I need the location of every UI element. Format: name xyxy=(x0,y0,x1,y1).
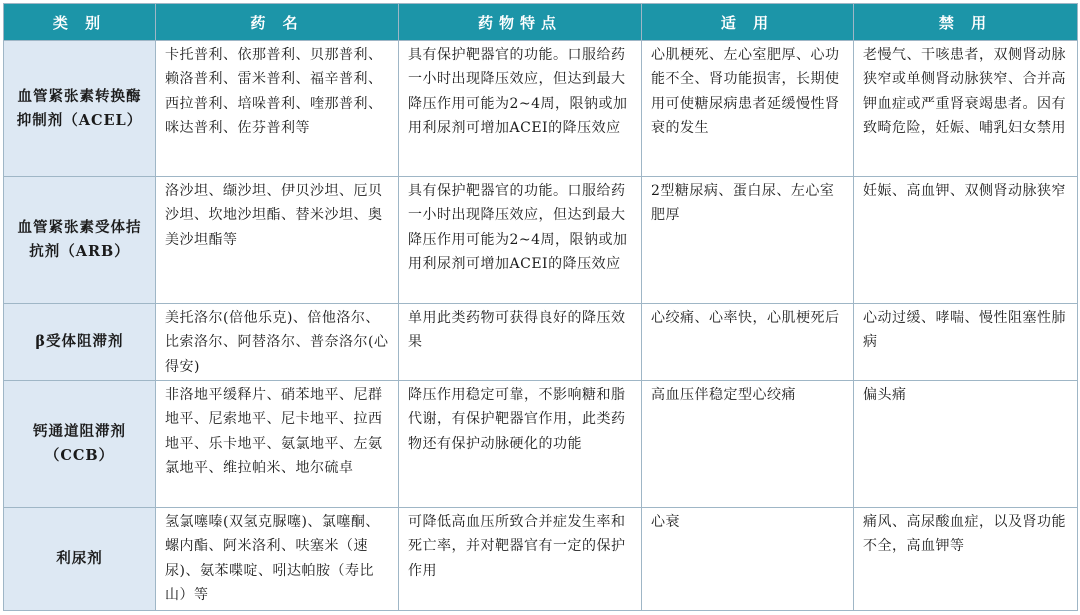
features-cell: 具有保护靶器官的功能。口服给药一小时出现降压效应，但达到最大降压作用可能为2~4周，限钠或加用利尿剂可增加ACEI的降压效应 xyxy=(399,177,642,304)
header-indications: 适 用 xyxy=(642,4,854,41)
table-row xyxy=(4,41,1078,177)
table-row xyxy=(4,508,1078,611)
indications-cell: 高血压伴稳定型心绞痛 xyxy=(642,381,854,508)
drug-names-cell: 美托洛尔(倍他乐克)、倍他洛尔、比索洛尔、阿替洛尔、普奈洛尔(心得安) xyxy=(156,304,399,381)
features-cell: 单用此类药物可获得良好的降压效果 xyxy=(399,304,642,381)
features-cell: 具有保护靶器官的功能。口服给药一小时出现降压效应，但达到最大降压作用可能为2~4周，限钠或加用利尿剂可增加ACEI的降压效应 xyxy=(399,41,642,177)
contraindications-cell: 偏头痛 xyxy=(854,381,1078,508)
contraindications-cell: 痛风、高尿酸血症，以及肾功能不全，高血钾等 xyxy=(854,508,1078,611)
table-row xyxy=(4,304,1078,381)
header-category: 类 别 xyxy=(4,4,156,41)
drug-names-cell: 非洛地平缓释片、硝苯地平、尼群地平、尼索地平、尼卡地平、拉西地平、乐卡地平、氨氯地平、左氨氯地平、维拉帕米、地尔硫卓 xyxy=(156,381,399,508)
drug-names-cell: 洛沙坦、缬沙坦、伊贝沙坦、厄贝沙坦、坎地沙坦酯、替米沙坦、奥美沙坦酯等 xyxy=(156,177,399,304)
features-cell: 可降低高血压所致合并症发生率和死亡率，并对靶器官有一定的保护作用 xyxy=(399,508,642,611)
indications-cell: 2型糖尿病、蛋白尿、左心室肥厚 xyxy=(642,177,854,304)
category-cell: 利尿剂 xyxy=(4,508,156,611)
header-row xyxy=(4,4,1078,41)
header-drug-names: 药 名 xyxy=(156,4,399,41)
drug-names-cell: 卡托普利、依那普利、贝那普利、赖洛普利、雷米普利、福辛普利、西拉普利、培哚普利、喹那普利、咪达普利、佐芬普利等 xyxy=(156,41,399,177)
indications-cell: 心绞痛、心率快，心肌梗死后 xyxy=(642,304,854,381)
category-cell: 血管紧张素转换酶抑制剂（ACEL） xyxy=(4,41,156,177)
contraindications-cell: 心动过缓、哮喘、慢性阻塞性肺病 xyxy=(854,304,1078,381)
indications-cell: 心衰 xyxy=(642,508,854,611)
features-cell: 降压作用稳定可靠，不影响糖和脂代谢，有保护靶器官作用，此类药物还有保护动脉硬化的功能 xyxy=(399,381,642,508)
category-cell: 钙通道阻滞剂（CCB） xyxy=(4,381,156,508)
category-cell: β受体阻滞剂 xyxy=(4,304,156,381)
table-row xyxy=(4,177,1078,304)
table-row xyxy=(4,381,1078,508)
drug-names-cell: 氢氯噻嗪(双氢克脲噻)、氯噻酮、螺内酯、阿米洛利、呋塞米（速尿)、氨苯喋啶、吲达帕胺（寿比山）等 xyxy=(156,508,399,611)
header-drug-features: 药物特点 xyxy=(399,4,642,41)
antihypertensive-drug-table xyxy=(3,3,1078,611)
contraindications-cell: 老慢气、干咳患者，双侧肾动脉狭窄或单侧肾动脉狭窄、合并高钾血症或严重肾衰竭患者。因有致畸危险，妊娠、哺乳妇女禁用 xyxy=(854,41,1078,177)
header-contraindications: 禁 用 xyxy=(854,4,1078,41)
contraindications-cell: 妊娠、高血钾、双侧肾动脉狭窄 xyxy=(854,177,1078,304)
category-cell: 血管紧张素受体拮抗剂（ARB） xyxy=(4,177,156,304)
indications-cell: 心肌梗死、左心室肥厚、心功能不全、肾功能损害，长期使用可使糖尿病患者延缓慢性肾衰的发生 xyxy=(642,41,854,177)
